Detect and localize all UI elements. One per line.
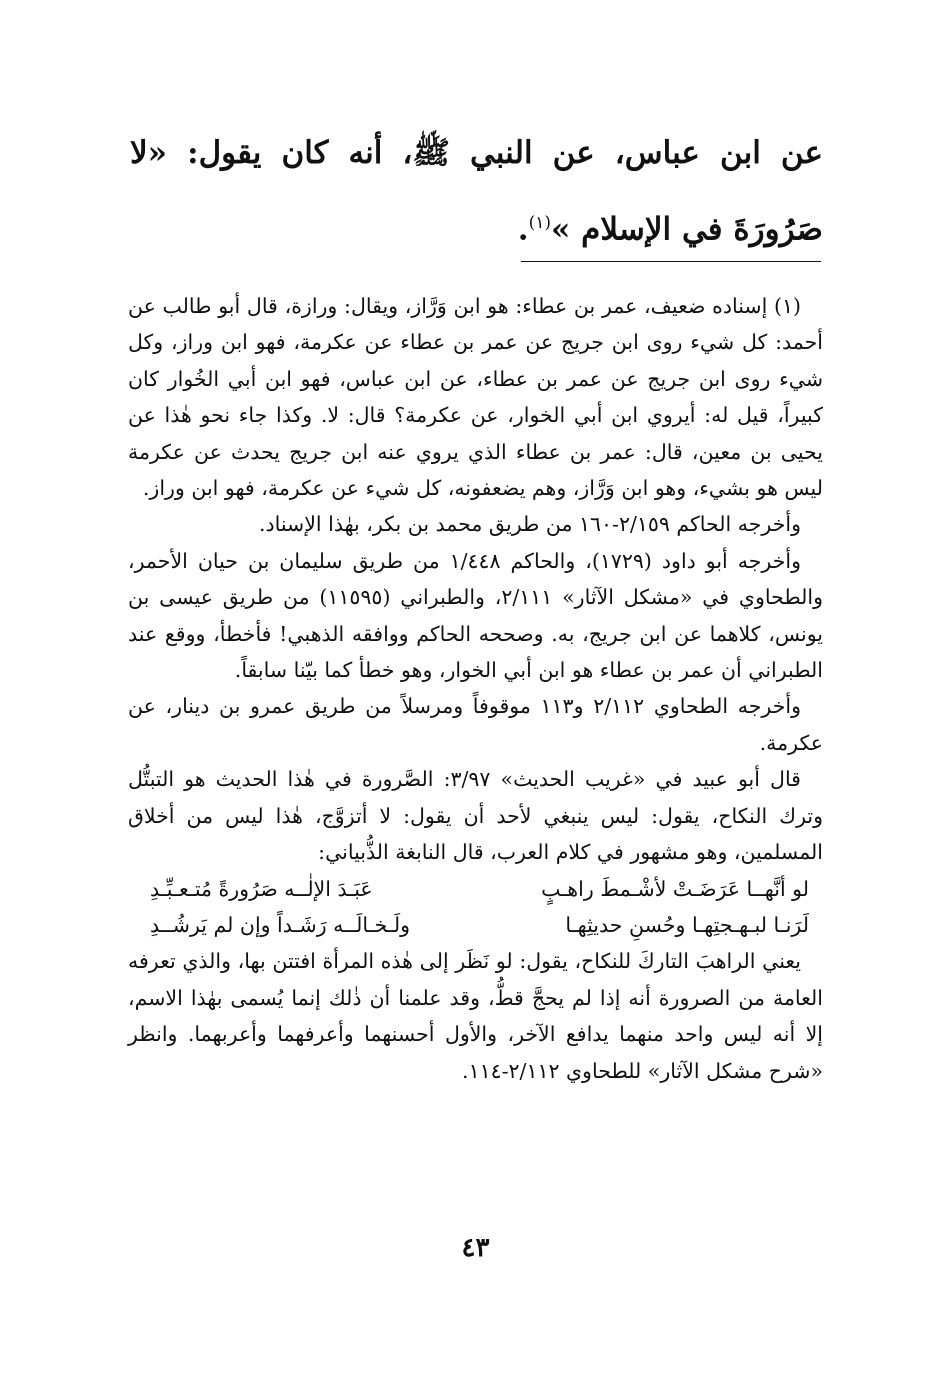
footnote-1: (١) إسناده ضعيف، عمر بن عطاء: هو ابن وَرَّاز، ويقال: ورازة، قال أبو طالب عن أحمد: كل شيء روى ابن جريج عن عمر بن عطاء عن عكرمة، فهو ابن وراز، وكل شيء روى ابن جريج عن عمر بن عطاء، عن ابن عباس، فهو ابن أبي الخُوار كان كبيراً، قيل له: أيروي ابن أبي الخوار، عن عكرمة؟ قال: لا. وكذا جاء نحو هٰذا عن يحيى بن معين، قال: عمر بن عطاء الذي يروي عنه ابن جريج يحدث عن عكرمة ليس هو بشيء، وهو ابن وَرَّاز، وهم يضعفونه، كل شيء عن عكرمة، فهو ابن وراز. (128, 294, 823, 501)
footnote-paragraph: وأخرجه الطحاوي ٢/١١٢ و١١٣ موقوفاً ومرسلاً من طريق عمرو بن دينار، عن عكرمة. (128, 694, 823, 755)
poem-verse (128, 871, 823, 907)
verse-second-hemistich: ولَـخـالَــه رَشَـداً وإن لم يَرشُــدِ (150, 912, 410, 937)
footnote-paragraph: قال أبو عبيد في «غريب الحديث» ٣/٩٧: الصَّرورة في هٰذا الحديث هو التبتُّل وترك النكاح، يقول: ليس ينبغي لأحد أن يقول: لا أتزوَّج، هٰذا ليس من أخلاق المسلمين، وهو مشهور في كلام العرب، قال النابغة الذُّبياني: (128, 767, 823, 865)
footnotes (128, 288, 823, 1089)
main-text-end: . (517, 211, 529, 248)
verse-first-hemistich: لَرَنـا لبـهـجتِهـا وحُسنِ حديثِهـا (565, 912, 809, 937)
main-text (130, 118, 823, 264)
footnote-ref[interactable]: (١) (528, 213, 552, 233)
page-number: ٤٣ (461, 1233, 490, 1263)
verse-first-hemistich: لو أنَّهــا عَرَضَـتْ لأشْـمطَ راهـبٍ (541, 876, 809, 901)
footnote-paragraph: وأخرجه الحاكم ٢/١٥٩-١٦٠ من طريق محمد بن بكر، بهٰذا الإسناد. (258, 512, 801, 537)
poem-verse (128, 907, 823, 943)
main-text-line-2: الإسلام » (551, 211, 672, 248)
main-text-line-1: عن ابن عباس، عن النبي ﷺ، أنه كان يقول: «لا صَرُورَةَ في (130, 135, 823, 248)
verse-second-hemistich: عَبَـدَ الإلٰــه صَرُورةً مُتـعـبِّـدِ (150, 876, 373, 901)
footnote-divider (521, 261, 821, 262)
closing-paragraph: يعني الراهبَ التاركَ للنكاح، يقول: لو نَظَر إلى هٰذه المرأة افتتن بها، والذي تعرفه العامة من الصرورة أنه إذا لم يحجَّ قطُّ، وقد علمنا أن ذٰلك إنما يُسمى بهٰذا الاسم، إلا أنه ليس واحد منهما يدافع الآخر، والأول أحسنهما وأعرفهما وأعربهما. وانظر «شرح مشكل الآثار» للطحاوي ٢/١١٢-١١٤. (128, 949, 823, 1083)
footnote-paragraph: وأخرجه أبو داود (١٧٢٩)، والحاكم ١/٤٤٨ من طريق سليمان بن حيان الأحمر، والطحاوي في «مشكل الآثار» ٢/١١١، والطبراني (١١٥٩٥) من طريق عيسى بن يونس، كلاهما عن ابن جريج، به. وصححه الحاكم ووافقه الذهبي! فأخطأ، ووقع عند الطبراني أن عمر بن عطاء هو ابن أبي الخوار، وهو خطأ كما بيّنا سابقاً. (128, 548, 823, 683)
